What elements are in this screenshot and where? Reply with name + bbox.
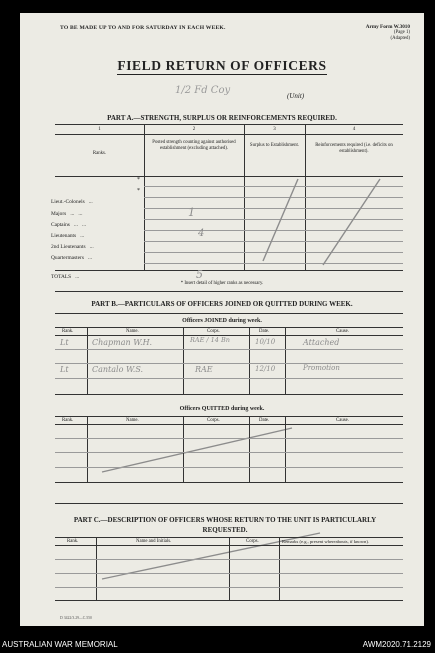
- section-rule: [55, 313, 403, 314]
- joined-cause: Promotion: [303, 364, 340, 372]
- row-line: [55, 559, 403, 560]
- row-line: [55, 349, 403, 350]
- quitted-col-date: Date.: [259, 418, 270, 423]
- caption-right: AWM2020.71.2129: [362, 640, 431, 649]
- quitted-col-rank: Rank.: [62, 418, 74, 423]
- surplus-strike: [263, 179, 298, 261]
- rank-captains: Captains ... ...: [51, 222, 87, 228]
- form-page: (Page 1): [393, 30, 410, 35]
- unit-label: (Unit): [287, 92, 305, 100]
- part-c-col-remarks: Remarks (e.g., present whereabouts, if known).: [282, 539, 370, 544]
- quitted-header-rule: [55, 424, 403, 425]
- form-number: Army Form W.3010: [365, 24, 410, 30]
- rank-lieut-colonels: Lieut.-Colonels ...: [51, 199, 93, 205]
- part-a-heading: PART A.—STRENGTH, SURPLUS OR REINFORCEMENTS REQUIRED.: [107, 114, 337, 122]
- part-c-col-divider: [229, 537, 230, 600]
- star-mark: *: [137, 188, 140, 194]
- quitted-top-rule: [55, 416, 403, 417]
- col-header-surplus: Surplus to Establishment.: [249, 143, 300, 148]
- joined-bottom-rule: [55, 394, 403, 395]
- section-rule: [55, 503, 403, 504]
- document-page: [20, 13, 424, 626]
- part-c-col-corps: Corps.: [246, 539, 259, 544]
- quitted-strike: [102, 428, 292, 472]
- part-c-heading: PART C.—DESCRIPTION OF OFFICERS WHOSE RETURN TO THE UNIT IS PARTICULARLY REQUESTED.: [73, 516, 377, 534]
- quitted-col-cause: Cause.: [336, 418, 349, 423]
- rank-majors: Majors ... ...: [51, 211, 83, 217]
- joined-name: Cantalo W.S.: [92, 365, 144, 374]
- reinforcements-strike: [323, 179, 380, 265]
- joined-date: 10/10: [255, 338, 276, 346]
- row-line: [55, 587, 403, 588]
- header-note: TO BE MADE UP TO AND FOR SATURDAY IN EACH WEEK.: [60, 25, 226, 31]
- col-header-posted-strength: Posted strength counting against authorised establishment (excluding attached).: [152, 140, 236, 151]
- section-rule: [55, 291, 403, 292]
- rank-quartermasters: Quartermasters ...: [51, 255, 93, 261]
- part-c-col-rank: Rank.: [67, 539, 79, 544]
- joined-rank: Lt: [60, 338, 69, 347]
- part-b-heading: PART B.—PARTICULARS OF OFFICERS JOINED OR QUITTED DURING WEEK.: [91, 300, 353, 308]
- joined-col-divider: [285, 327, 286, 394]
- quitted-col-corps: Corps.: [207, 418, 220, 423]
- unit-handwritten: 1/2 Fd Coy: [175, 85, 231, 96]
- row-line: [55, 438, 403, 439]
- joined-col-corps: Corps.: [207, 329, 220, 334]
- joined-col-divider: [249, 327, 250, 394]
- joined-corps: RAE / 14 Bn: [190, 336, 230, 344]
- star-mark: *: [137, 177, 140, 183]
- row-line: [55, 573, 403, 574]
- totals-label: TOTALS ...: [51, 274, 80, 280]
- caption-left: AUSTRALIAN WAR MEMORIAL: [2, 640, 118, 649]
- form-status: (Adapted): [390, 36, 410, 41]
- footer-code: D 3422/3.29—C.550: [60, 616, 92, 620]
- joined-cause: Attached: [303, 338, 340, 347]
- quitted-col-divider: [183, 416, 184, 482]
- joined-col-date: Date.: [259, 329, 270, 334]
- row-line: [55, 363, 403, 364]
- col-header-reinforcements: Reinforcements required (i.e. deficits on establishment).: [315, 143, 393, 154]
- part-c-bottom-rule: [55, 600, 403, 601]
- hw-majors-count: 1: [188, 206, 195, 219]
- joined-title: Officers JOINED during week.: [182, 318, 262, 324]
- quitted-col-divider: [87, 416, 88, 482]
- hw-lieutenants-count: 4: [198, 228, 205, 239]
- joined-rank: Lt: [60, 365, 69, 374]
- part-c-col-divider: [279, 537, 280, 600]
- quitted-col-divider: [285, 416, 286, 482]
- quitted-col-divider: [249, 416, 250, 482]
- joined-col-rank: Rank.: [62, 329, 74, 334]
- quitted-title: Officers QUITTED during week.: [179, 406, 265, 412]
- joined-corps: RAE: [195, 365, 213, 374]
- joined-top-rule: [55, 327, 403, 328]
- part-c-col-name: Name and Initials.: [136, 539, 172, 544]
- col-number-3: 3: [273, 127, 276, 132]
- part-a-note: * Insert detail of higher ranks as necessary.: [180, 281, 264, 286]
- quitted-bottom-rule: [55, 482, 403, 483]
- col-number-2: 2: [192, 127, 196, 132]
- joined-col-divider: [183, 327, 184, 394]
- col-header-ranks: Ranks.: [92, 151, 107, 156]
- rank-2nd-lieutenants: 2nd Lieutenants ...: [51, 244, 94, 250]
- hw-totals-count: 5: [196, 268, 203, 281]
- row-line: [55, 452, 403, 453]
- row-line: [55, 378, 403, 379]
- joined-col-name: Name.: [126, 329, 139, 334]
- col-number-4: 4: [352, 127, 356, 132]
- rank-lieutenants: Lieutenants ...: [51, 233, 85, 239]
- joined-col-cause: Cause.: [336, 329, 349, 334]
- part-c-col-divider: [96, 537, 97, 600]
- row-line: [55, 467, 403, 468]
- quitted-col-name: Name.: [126, 418, 139, 423]
- col-number-1: 1: [98, 127, 101, 132]
- page-title: FIELD RETURN OF OFFICERS: [117, 58, 327, 73]
- joined-col-divider: [87, 327, 88, 394]
- joined-name: Chapman W.H.: [92, 338, 153, 347]
- joined-date: 12/10: [255, 365, 276, 373]
